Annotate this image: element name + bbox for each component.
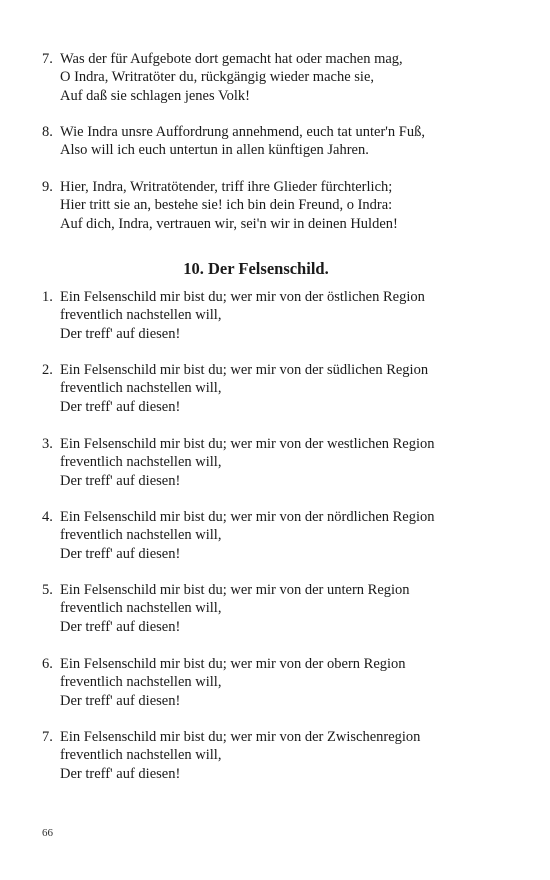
stanza-number: 3. [42, 436, 53, 452]
verse-line: Hier, Indra, Writratötender, triff ihre Glieder fürchterlich; [60, 179, 393, 195]
verse-line: O Indra, Writratöter du, rückgängig wieder mache sie, [60, 69, 375, 86]
verse-line: freventlich nachstellen will, [60, 600, 222, 617]
verse-line: Der treff' auf diesen! [60, 325, 181, 342]
stanza-bottom-5 [42, 581, 512, 636]
stanza-bottom-2 [42, 361, 512, 416]
verse-line: Auf daß sie schlagen jenes Volk! [60, 87, 250, 104]
stanza-number: 5. [42, 582, 53, 598]
page-number: 66 [42, 827, 53, 839]
verse-line: freventlich nachstellen will, [60, 307, 222, 324]
verse-line: Ein Felsenschild mir bist du; wer mir von der nördlichen Region [60, 509, 435, 525]
verse-line: Ein Felsenschild mir bist du; wer mir von der obern Region [60, 656, 406, 672]
verse-line: Auf dich, Indra, vertrauen wir, sei'n wir in deinen Hulden! [60, 215, 398, 232]
stanza-number: 6. [42, 656, 53, 672]
verse-line: Der treff' auf diesen! [60, 545, 181, 562]
section-heading: 10. Der Felsenschild. [183, 259, 329, 278]
verse-line: Der treff' auf diesen! [60, 692, 181, 709]
stanza-top-9 [42, 178, 512, 233]
verse-line: freventlich nachstellen will, [60, 380, 222, 397]
verse-line: Ein Felsenschild mir bist du; wer mir von der westlichen Region [60, 436, 435, 452]
stanza-number: 4. [42, 509, 53, 525]
stanza-number: 9. [42, 179, 53, 195]
verse-line: freventlich nachstellen will, [60, 747, 222, 764]
stanza-bottom-1 [42, 288, 512, 343]
verse-line: Der treff' auf diesen! [60, 765, 181, 782]
verse-line: Ein Felsenschild mir bist du; wer mir von der östlichen Region [60, 289, 425, 305]
verse-line: Ein Felsenschild mir bist du; wer mir von der südlichen Region [60, 362, 429, 378]
verse-line: Ein Felsenschild mir bist du; wer mir von der Zwischenregion [60, 729, 421, 745]
verse-line: freventlich nachstellen will, [60, 454, 222, 471]
verse-line: Ein Felsenschild mir bist du; wer mir von der untern Region [60, 582, 410, 598]
verse-line: Der treff' auf diesen! [60, 398, 181, 415]
verse-line: Was der für Aufgebote dort gemacht hat oder machen mag, [60, 51, 403, 67]
verse-line: Hier tritt sie an, bestehe sie! ich bin dein Freund, o Indra: [60, 197, 393, 214]
stanza-top-8 [42, 123, 512, 160]
verse-line: freventlich nachstellen will, [60, 527, 222, 544]
verse-line: Der treff' auf diesen! [60, 472, 181, 489]
stanza-number: 8. [42, 124, 53, 140]
stanza-bottom-7 [42, 728, 512, 783]
stanza-bottom-3 [42, 435, 512, 490]
stanza-number: 2. [42, 362, 53, 378]
stanza-number: 7. [42, 729, 53, 745]
stanza-bottom-6 [42, 655, 512, 710]
stanza-top-7 [42, 50, 512, 105]
verse-line: Also will ich euch untertun in allen künftigen Jahren. [60, 142, 369, 159]
stanza-number: 7. [42, 51, 53, 67]
verse-line: freventlich nachstellen will, [60, 674, 222, 691]
stanza-number: 1. [42, 289, 53, 305]
verse-line: Der treff' auf diesen! [60, 618, 181, 635]
verse-line: Wie Indra unsre Auffordrung annehmend, euch tat unter'n Fuß, [60, 124, 425, 140]
stanza-bottom-4 [42, 508, 512, 563]
